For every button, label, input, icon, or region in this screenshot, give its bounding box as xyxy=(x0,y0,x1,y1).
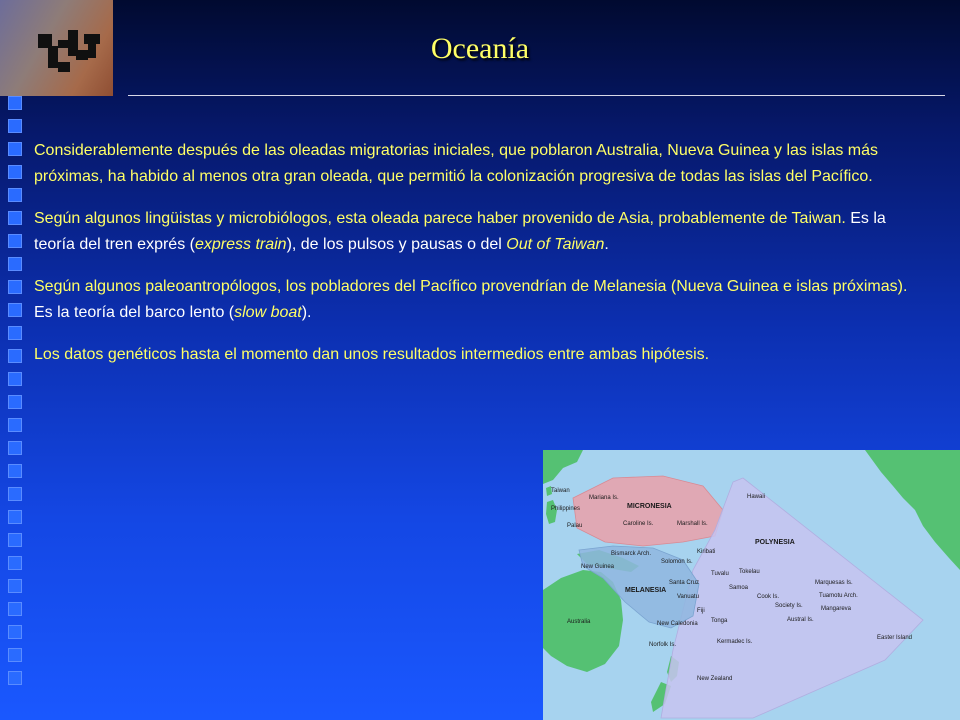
decorative-square xyxy=(8,349,22,363)
place-label: Tokelau xyxy=(739,569,760,575)
decorative-square xyxy=(8,372,22,386)
place-label: Vanuatu xyxy=(677,594,699,600)
decorative-square xyxy=(8,464,22,478)
decorative-square xyxy=(8,418,22,432)
paragraph-text: Según algunos paleoantropólogos, los pobladores del Pacífico provendrían de Melanesia (Nueva Guinea e islas próximas). xyxy=(34,278,908,295)
emphasis-text: slow boat xyxy=(234,304,302,321)
decorative-square xyxy=(8,257,22,271)
place-label: Tonga xyxy=(711,618,728,624)
place-label: Santa Cruz xyxy=(669,580,700,586)
place-label: Kermadec Is. xyxy=(717,639,753,645)
title-divider xyxy=(128,95,945,96)
slide-body xyxy=(34,138,924,384)
decorative-square xyxy=(8,188,22,202)
paragraph-text: Considerablemente después de las oleadas migratorias iniciales, que poblaron Australia, Nueva Guinea y las islas más próximas, ha habido al menos otra gran oleada, que permitió la colonización progresiva de todas las islas del Pacífico. xyxy=(34,142,879,185)
place-label: Mangareva xyxy=(821,606,852,612)
decorative-square xyxy=(8,211,22,225)
decorative-square xyxy=(8,510,22,524)
decorative-square xyxy=(8,96,22,110)
place-label: Cook Is. xyxy=(757,594,780,600)
decorative-square xyxy=(8,234,22,248)
decorative-square xyxy=(8,533,22,547)
place-label: Caroline Is. xyxy=(623,521,654,527)
place-label: Easter Island xyxy=(877,635,913,641)
place-label: New Zealand xyxy=(697,676,733,682)
place-label: Samoa xyxy=(729,585,749,591)
place-label: New Guinea xyxy=(581,564,615,570)
paragraph-3 xyxy=(34,274,924,326)
decorative-square xyxy=(8,625,22,639)
region-label-polynesia: POLYNESIA xyxy=(755,539,795,546)
place-label: Fiji xyxy=(697,608,705,614)
place-label: Norfolk Is. xyxy=(649,642,677,648)
decorative-square xyxy=(8,280,22,294)
place-label: Mariana Is. xyxy=(589,495,619,501)
place-label: Palau xyxy=(567,523,583,529)
place-label: Marshall Is. xyxy=(677,521,708,527)
place-label: Tuamotu Arch. xyxy=(819,593,858,599)
decorative-square xyxy=(8,119,22,133)
emphasis-text: Out of Taiwan xyxy=(506,236,605,253)
paragraph-text: ), de los pulsos y pausas o del xyxy=(286,236,507,253)
decorative-square xyxy=(8,556,22,570)
emphasis-text: express train xyxy=(194,236,287,253)
paragraph-text: Es la teoría del barco lento ( xyxy=(34,304,235,321)
place-label: Tuvalu xyxy=(711,571,729,577)
place-label: Marquesas Is. xyxy=(815,580,853,586)
decorative-square xyxy=(8,441,22,455)
paragraph-text: Según algunos lingüistas y microbiólogos, esta oleada parece haber provenido de Asia, probablemente de Taiwan. xyxy=(34,210,846,227)
paragraph-4 xyxy=(34,342,924,368)
decorative-square xyxy=(8,671,22,685)
paragraph-2 xyxy=(34,206,924,258)
place-label: Solomon Is. xyxy=(661,559,693,565)
decorative-square xyxy=(8,579,22,593)
paragraph-text: Es la teoría del tren exprés ( xyxy=(34,210,886,253)
decorative-square xyxy=(8,165,22,179)
place-label: Australia xyxy=(567,619,591,625)
region-label-micronesia: MICRONESIA xyxy=(627,503,672,510)
paragraph-text: . xyxy=(604,236,609,253)
decorative-square xyxy=(8,648,22,662)
map-svg xyxy=(543,450,960,720)
oceania-migration-map xyxy=(543,450,960,720)
place-label: Austral Is. xyxy=(787,617,814,623)
decorative-square xyxy=(8,602,22,616)
decorative-square xyxy=(8,395,22,409)
decorative-square xyxy=(8,326,22,340)
paragraph-1 xyxy=(34,138,924,190)
region-label-melanesia: MELANESIA xyxy=(625,587,667,594)
micronesia-region xyxy=(573,476,723,546)
place-label: Philippines xyxy=(551,506,581,512)
decorative-square-column xyxy=(8,96,24,694)
paragraph-text: Los datos genéticos hasta el momento dan unos resultados intermedios entre ambas hipótesis. xyxy=(34,346,710,363)
place-label: Hawaii xyxy=(747,494,766,500)
place-label: Society Is. xyxy=(775,603,803,609)
place-label: Taiwan xyxy=(551,488,570,494)
decorative-square xyxy=(8,303,22,317)
decorative-square xyxy=(8,487,22,501)
decorative-square xyxy=(8,142,22,156)
place-label: New Caledonia xyxy=(657,621,698,627)
paragraph-text: ). xyxy=(301,304,312,321)
slide-title: Oceanía xyxy=(430,32,530,65)
place-label: Bismarck Arch. xyxy=(611,551,652,557)
place-label: Kiribati xyxy=(697,549,716,555)
